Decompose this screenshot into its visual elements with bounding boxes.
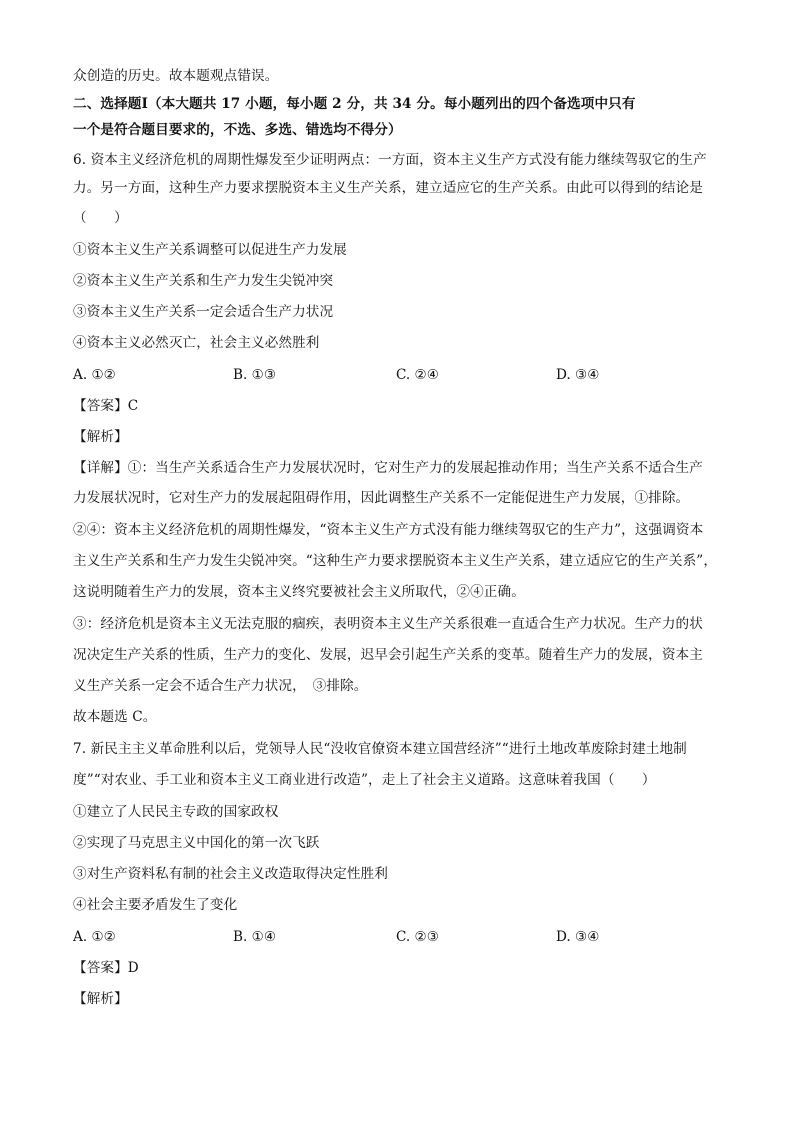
q6-conclusion: 故本题选 C。	[73, 709, 157, 725]
q7-option-d: D. ③④	[556, 929, 600, 945]
q6-explanation-8: 义生产关系一定会不适合生产力状况， ③排除。	[73, 678, 368, 694]
q7-stem: 7. 新民主主义革命胜利以后，党领导人民“没收官僚资本建立国营经济”“进行土地改革废除封建土地制	[73, 741, 687, 757]
q6-option-a: A. ①②	[73, 367, 116, 383]
q7-statement-4: ④社会主要矛盾发生了变化	[73, 897, 238, 913]
previous-answer-tail: 众创造的历史。故本题观点错误。	[73, 68, 279, 84]
q6-statement-3: ③资本主义生产关系一定会适合生产力状况	[73, 304, 334, 320]
q6-explanation-5: 这说明随着生产力的发展，资本主义终究要被社会主义所取代，②④正确。	[73, 584, 525, 600]
q7-answer: 【答案】D	[73, 960, 139, 976]
q6-option-c: C. ②④	[396, 367, 439, 383]
q6-explanation-6: ③：经济危机是资本主义无法克服的痼疾，表明资本主义生产关系很难一直适合生产力状况。生产力的状	[73, 616, 703, 632]
section-heading-cont: 一个是符合题目要求的，不选、多选、错选均不得分）	[73, 122, 402, 138]
q6-explanation-2: 力发展状况时，它对生产力的发展起阻碍作用，因此调整生产关系不一定能促进生产力发展，①排除。	[73, 490, 690, 506]
q7-statement-1: ①建立了人民民主专政的国家政权	[73, 804, 279, 820]
q6-option-d: D. ③④	[556, 367, 600, 383]
q7-analysis-label: 【解析】	[73, 991, 128, 1007]
q6-explanation-4: 主义生产关系和生产力发生尖锐冲突。“这种生产力要求摆脱资本主义生产关系，建立适应它的生产关系”，	[73, 553, 718, 569]
q7-option-c: C. ②③	[396, 929, 439, 945]
q6-statement-4: ④资本主义必然灭亡，社会主义必然胜利	[73, 335, 320, 351]
q6-option-b: B. ①③	[233, 367, 277, 383]
q7-statement-2: ②实现了马克思主义中国化的第一次飞跃	[73, 835, 320, 851]
q7-stem-cont: 度”“对农业、手工业和资本主义工商业进行改造”，走上了社会主义道路。这意味着我国（ ）	[73, 772, 656, 788]
q6-explanation-1: 【详解】①：当生产关系适合生产力发展状况时，它对生产力的发展起推动作用；当生产关系不适合生产	[73, 460, 703, 476]
q6-statement-2: ②资本主义生产关系和生产力发生尖锐冲突	[73, 273, 334, 289]
q6-statement-1: ①资本主义生产关系调整可以促进生产力发展	[73, 242, 347, 258]
q7-option-a: A. ①②	[73, 929, 116, 945]
q7-statement-3: ③对生产资料私有制的社会主义改造取得决定性胜利	[73, 866, 388, 882]
q6-analysis-label: 【解析】	[73, 429, 128, 445]
q6-explanation-3: ②④：资本主义经济危机的周期性爆发，“资本主义生产方式没有能力继续驾驭它的生产力”，这强调资本	[73, 522, 704, 538]
q6-stem-paren: （ ）	[73, 210, 128, 226]
q7-option-b: B. ①④	[233, 929, 277, 945]
q6-stem: 6. 资本主义经济危机的周期性爆发至少证明两点：一方面，资本主义生产方式没有能力继续驾驭它的生产	[73, 152, 707, 168]
q6-answer: 【答案】C	[73, 398, 139, 414]
q6-explanation-7: 况决定生产关系的性质，生产力的变化、发展，迟早会引起生产关系的变革。随着生产力的发展，资本主	[73, 647, 703, 663]
section-heading: 二、选择题Ⅰ（本大题共 17 小题，每小题 2 分，共 34 分。每小题列出的四个备选项中只有	[73, 96, 636, 112]
q6-stem-cont: 力。另一方面，这种生产力要求摆脱资本主义生产关系，建立适应它的生产关系。由此可以得到的结论是	[73, 180, 703, 196]
